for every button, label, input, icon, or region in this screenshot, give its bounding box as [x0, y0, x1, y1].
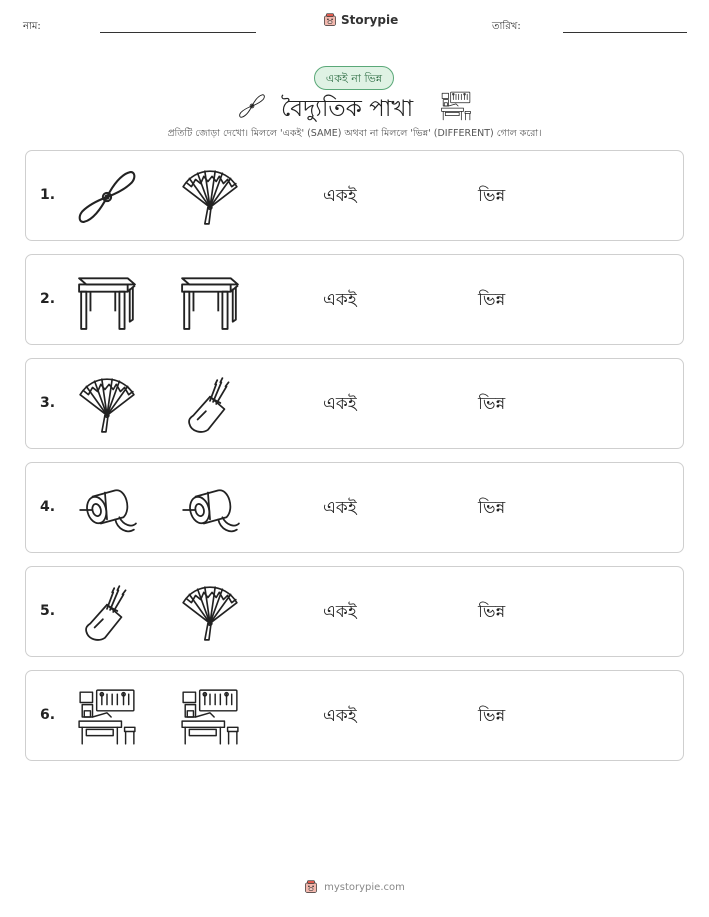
question-card — [25, 358, 684, 449]
page-title: বৈদ্যুতিক পাখা — [281, 96, 414, 122]
question-number: 5. — [40, 603, 56, 619]
same-option[interactable]: একই — [323, 602, 357, 622]
hand-fan-icon — [179, 166, 241, 228]
different-option[interactable]: ভিন্ন — [478, 394, 506, 414]
storypie-logo-icon — [323, 13, 337, 27]
storypie-logo-icon — [304, 880, 318, 894]
title-row — [0, 88, 709, 122]
workshop-icon — [440, 90, 472, 122]
name-label: নাম: — [23, 21, 41, 32]
table-icon — [76, 270, 138, 332]
instructions: প্রতিটি জোড়া দেখো। মিললে 'একই' (SAME) অথবা না মিললে 'ভিন্ন' (DIFFERENT) গোল করো। — [167, 128, 542, 139]
wires-icon — [76, 582, 138, 644]
table-icon — [179, 270, 241, 332]
worksheet-type-badge: একই না ভিন্ন — [314, 66, 394, 90]
footer-website[interactable]: mystorypie.com — [324, 881, 405, 893]
same-option[interactable]: একই — [323, 706, 357, 726]
different-option[interactable]: ভিন্ন — [478, 186, 506, 206]
propeller-icon — [238, 92, 266, 120]
question-number: 1. — [40, 187, 56, 203]
question-number: 3. — [40, 395, 56, 411]
same-option[interactable]: একই — [323, 394, 357, 414]
hand-fan-icon — [179, 582, 241, 644]
brand — [323, 13, 398, 27]
question-card — [25, 150, 684, 241]
footer — [0, 880, 709, 894]
brand-name: Storypie — [341, 13, 399, 27]
date-label: তারিখ: — [492, 21, 521, 32]
question-number: 4. — [40, 499, 56, 515]
worksheet-header — [0, 0, 709, 44]
question-card — [25, 566, 684, 657]
question-card — [25, 462, 684, 553]
different-option[interactable]: ভিন্ন — [478, 706, 506, 726]
same-option[interactable]: একই — [323, 290, 357, 310]
date-line — [563, 32, 687, 33]
different-option[interactable]: ভিন্ন — [478, 498, 506, 518]
motor-icon — [179, 478, 241, 540]
name-line — [100, 32, 256, 33]
question-card — [25, 254, 684, 345]
question-number: 6. — [40, 707, 56, 723]
different-option[interactable]: ভিন্ন — [478, 602, 506, 622]
same-option[interactable]: একই — [323, 498, 357, 518]
question-number: 2. — [40, 291, 56, 307]
motor-icon — [76, 478, 138, 540]
wires-icon — [179, 374, 241, 436]
question-card — [25, 670, 684, 761]
workshop-icon — [179, 686, 241, 748]
different-option[interactable]: ভিন্ন — [478, 290, 506, 310]
hand-fan-icon — [76, 374, 138, 436]
propeller-icon — [76, 166, 138, 228]
workshop-icon — [76, 686, 138, 748]
same-option[interactable]: একই — [323, 186, 357, 206]
